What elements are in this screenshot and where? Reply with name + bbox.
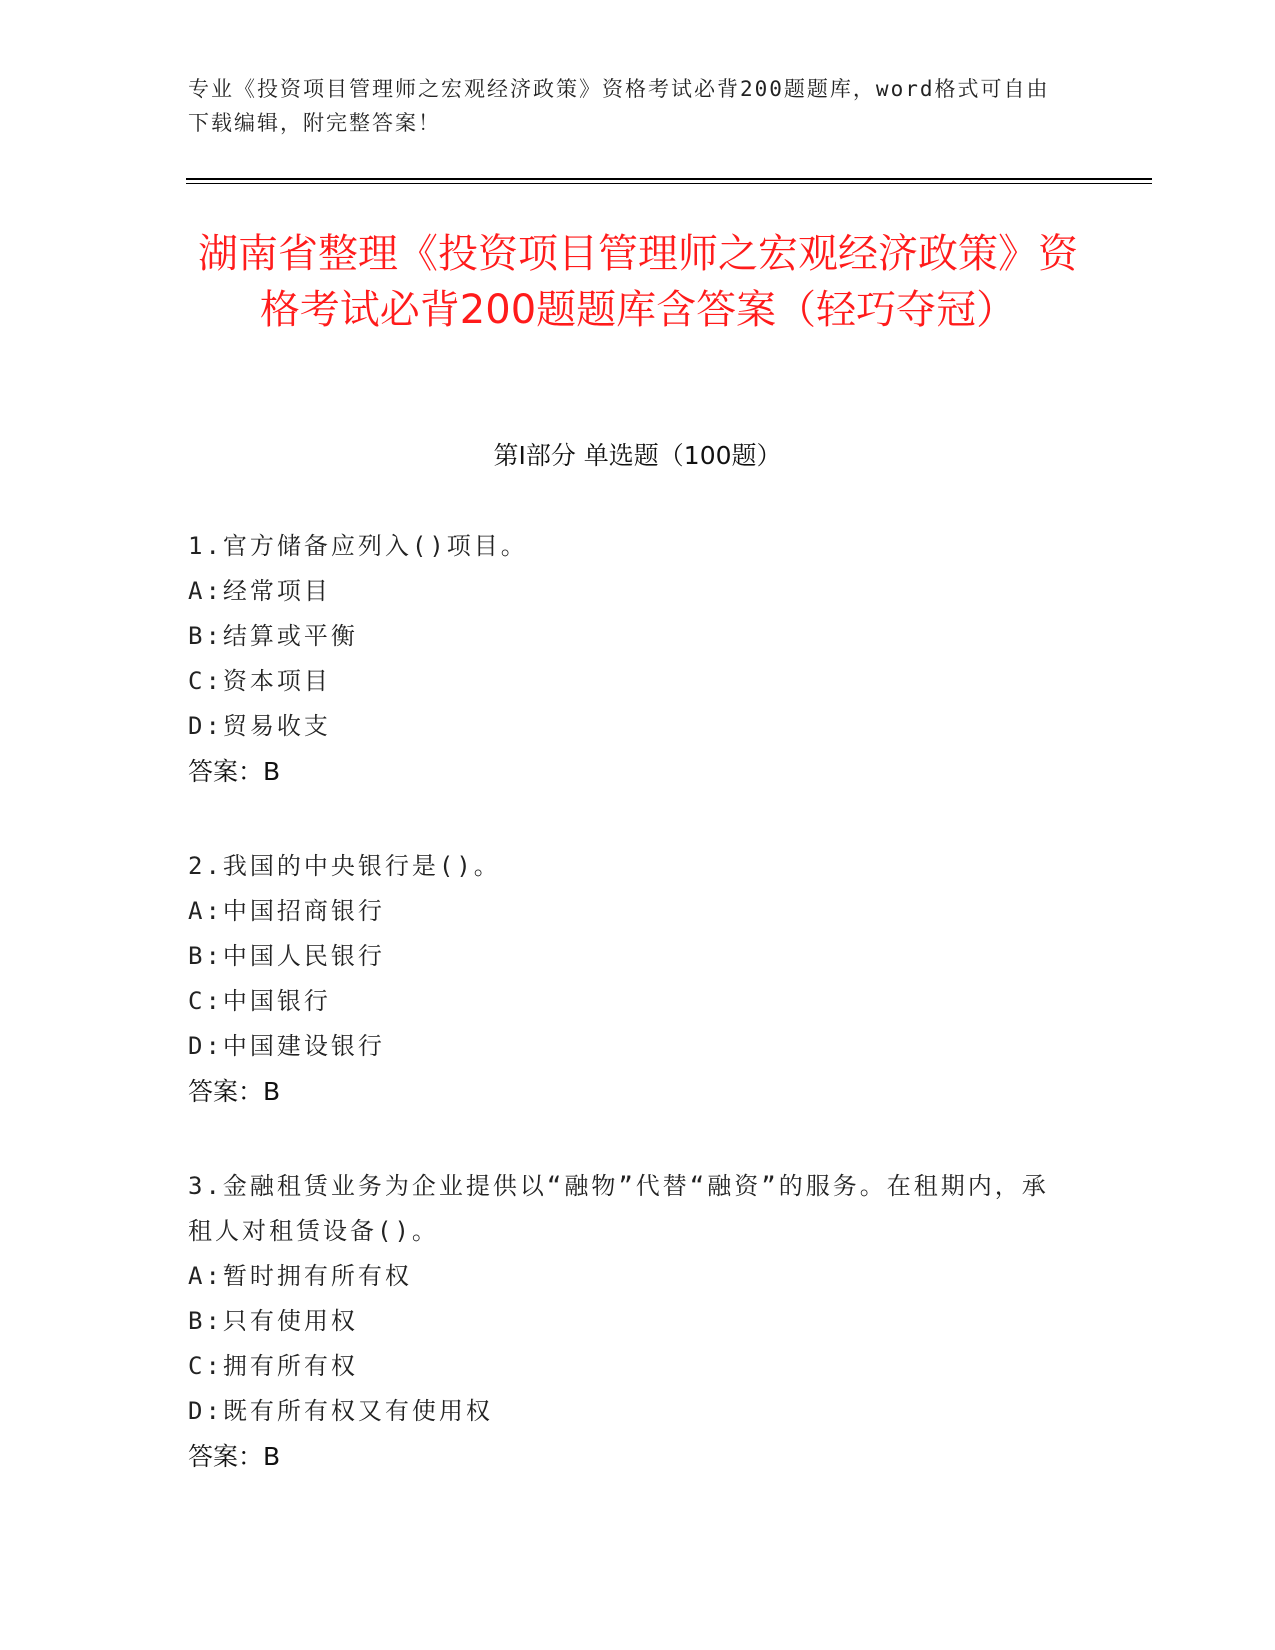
question-stem: 2.我国的中央银行是()。 (188, 852, 501, 880)
question-item (188, 1164, 1068, 1479)
option-c: C:中国银行 (188, 987, 331, 1015)
question-list (188, 524, 1068, 1529)
option-b: B:中国人民银行 (188, 942, 385, 970)
header-divider-thick (186, 178, 1152, 180)
option-c: C:拥有所有权 (188, 1352, 358, 1380)
option-c: C:资本项目 (188, 667, 331, 695)
option-a: A:中国招商银行 (188, 897, 385, 925)
option-d: D:贸易收支 (188, 712, 331, 740)
header-divider-thin (186, 183, 1152, 184)
question-item (188, 524, 1068, 794)
section-heading: 第Ⅰ部分 单选题（100题） (493, 441, 782, 470)
question-stem: 1.官方储备应列入()项目。 (188, 532, 528, 560)
option-d: D:中国建设银行 (188, 1032, 385, 1060)
question-item (188, 844, 1068, 1114)
question-answer: 答案：B (188, 1077, 281, 1106)
option-a: A:经常项目 (188, 577, 331, 605)
question-answer: 答案：B (188, 757, 281, 786)
option-b: B:结算或平衡 (188, 622, 358, 650)
option-b: B:只有使用权 (188, 1307, 358, 1335)
document-title: 湖南省整理《投资项目管理师之宏观经济政策》资格考试必背200题题库含答案（轻巧夺冠） (198, 231, 1078, 333)
option-d: D:既有所有权又有使用权 (188, 1397, 493, 1425)
page-header-text: 专业《投资项目管理师之宏观经济政策》资格考试必背200题题库，word格式可自由下载编辑，附完整答案！ (188, 77, 1050, 135)
option-a: A:暂时拥有所有权 (188, 1262, 412, 1290)
question-stem: 3.金融租赁业务为企业提供以“融物”代替“融资”的服务。在租期内，承租人对租赁设备()。 (188, 1172, 1049, 1245)
question-answer: 答案：B (188, 1442, 281, 1471)
